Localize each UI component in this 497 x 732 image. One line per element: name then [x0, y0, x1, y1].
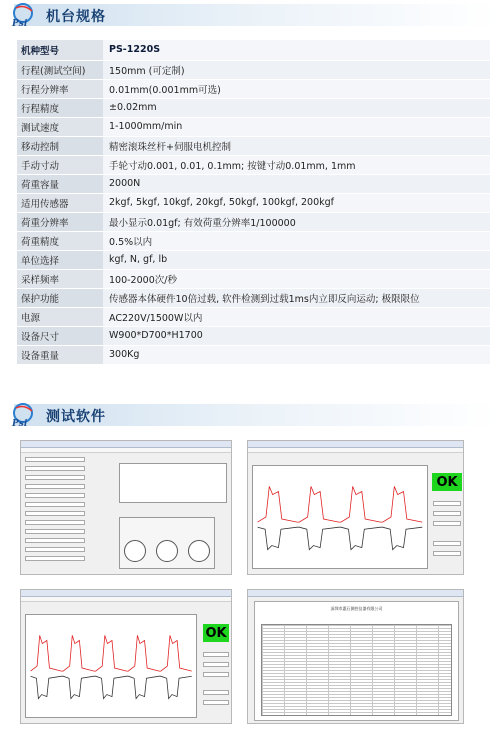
settings-data-table: [119, 463, 227, 503]
release-curve: [258, 527, 423, 549]
svg-text:Psi: Psi: [12, 19, 28, 28]
spec-label: 测试速度: [17, 117, 103, 136]
result-field: [433, 501, 461, 506]
settings-field: [25, 466, 85, 471]
spec-label: 适用传感器: [17, 193, 103, 212]
spec-label: 手动寸动: [17, 155, 103, 174]
settings-field: [25, 484, 85, 489]
spec-value: 150mm (可定制): [103, 60, 490, 79]
spec-row: [17, 269, 490, 288]
spec-value: 300Kg: [103, 345, 490, 364]
spec-value: 1-1000mm/min: [103, 117, 490, 136]
window-menubar: [21, 448, 231, 453]
settings-field: [25, 547, 85, 552]
section-title-specs: 机台规格: [46, 9, 106, 25]
dial-gauge-icon: [156, 540, 178, 562]
spec-value: 0.01mm(0.001mm可选): [103, 79, 490, 98]
test-report-page: [254, 601, 459, 721]
result-field: [203, 652, 229, 657]
settings-field: [25, 475, 85, 480]
spec-row: [17, 193, 490, 212]
spec-label: 设备尺寸: [17, 326, 103, 345]
window-titlebar: [21, 590, 231, 597]
spec-row: [17, 98, 490, 117]
section-title-software: 测试软件: [46, 409, 106, 425]
settings-field: [25, 457, 85, 462]
spec-value: 精密滚珠丝杆+伺服电机控制: [103, 136, 490, 155]
result-field: [203, 672, 229, 677]
spec-section-header: [0, 2, 497, 28]
spec-value: 手轮寸动0.001, 0.01, 0.1mm; 按键寸动0.01mm, 1mm: [103, 155, 490, 174]
spec-row: [17, 155, 490, 174]
result-field: [433, 551, 461, 556]
spec-row: [17, 79, 490, 98]
settings-field: [25, 529, 85, 534]
spec-value: ±0.02mm: [103, 98, 490, 117]
settings-field: [25, 493, 85, 498]
software-screenshot-report: [247, 589, 464, 724]
spec-row: [17, 231, 490, 250]
settings-field: [25, 502, 85, 507]
spec-value: 2kgf, 5kgf, 10kgf, 20kgf, 50kgf, 100kgf, 200kgf: [103, 193, 490, 212]
spec-label: 移动控制: [17, 136, 103, 155]
spec-row: [17, 250, 490, 269]
window-titlebar: [248, 441, 463, 448]
press-curve: [31, 635, 192, 671]
spec-value: 2000N: [103, 174, 490, 193]
spec-row: [17, 345, 490, 364]
brand-logo-icon: [10, 402, 40, 428]
spec-value: 0.5%以内: [103, 231, 490, 250]
result-field: [203, 690, 229, 695]
spec-value: 100-2000次/秒: [103, 269, 490, 288]
spec-label: 电源: [17, 307, 103, 326]
software-section-header: [0, 402, 497, 428]
software-screenshot-curves-ok: [247, 440, 464, 575]
spec-label: 行程分辨率: [17, 79, 103, 98]
settings-field: [25, 538, 85, 543]
spec-label: 设备重量: [17, 345, 103, 364]
ok-indicator: OK: [432, 473, 462, 491]
spec-value: AC220V/1500W以内: [103, 307, 490, 326]
settings-field: [25, 520, 85, 525]
window-titlebar: [248, 590, 463, 597]
spec-row: [17, 307, 490, 326]
spec-label: 荷重容量: [17, 174, 103, 193]
spec-header-value: PS-1220S: [103, 40, 490, 60]
spec-label: 采样频率: [17, 269, 103, 288]
result-field: [433, 511, 461, 516]
window-menubar: [248, 448, 463, 453]
spec-label: 单位选择: [17, 250, 103, 269]
report-title: 深圳市惠石测控仪器有限公司: [330, 606, 383, 611]
report-table: [261, 624, 452, 716]
spec-row: [17, 117, 490, 136]
spec-row: [17, 326, 490, 345]
spec-value: W900*D700*H1700: [103, 326, 490, 345]
result-field: [203, 700, 229, 705]
result-field: [433, 541, 461, 546]
gauge-panel: [119, 517, 215, 569]
spec-row: [17, 136, 490, 155]
release-curve: [31, 676, 192, 698]
brand-logo-icon: [10, 2, 40, 28]
spec-label: 行程精度: [17, 98, 103, 117]
settings-field: [25, 511, 85, 516]
spec-label: 保护功能: [17, 288, 103, 307]
spec-label: 荷重分辨率: [17, 212, 103, 231]
spec-value: kgf, N, gf, lb: [103, 250, 490, 269]
spec-row: [17, 174, 490, 193]
spec-label: 行程(测试空间): [17, 60, 103, 79]
software-screenshot-settings: [20, 440, 232, 575]
spec-value: 最小显示0.01gf; 有效荷重分辨率1/100000: [103, 212, 490, 231]
dial-gauge-icon: [188, 540, 210, 562]
ok-indicator: OK: [203, 624, 229, 642]
spec-row: [17, 288, 490, 307]
spec-row: [17, 60, 490, 79]
window-titlebar: [21, 441, 231, 448]
spec-value: 传感器本体硬件10倍过载, 软件检测到过载1ms内立即反向运动; 极限限位: [103, 288, 490, 307]
force-curve-plot: [25, 614, 197, 718]
svg-text:Psi: Psi: [12, 419, 28, 428]
spec-table: [17, 40, 490, 365]
spec-row: [17, 212, 490, 231]
result-field: [203, 662, 229, 667]
settings-field: [25, 556, 85, 561]
window-menubar: [21, 597, 231, 602]
software-screenshot-curves-ok-2: [20, 589, 232, 724]
result-field: [433, 521, 461, 526]
spec-header-label: 机种型号: [17, 40, 103, 60]
spec-label: 荷重精度: [17, 231, 103, 250]
dial-gauge-icon: [124, 540, 146, 562]
press-curve: [258, 486, 423, 522]
spec-header-row: [17, 40, 490, 60]
force-curve-plot: [252, 465, 428, 569]
